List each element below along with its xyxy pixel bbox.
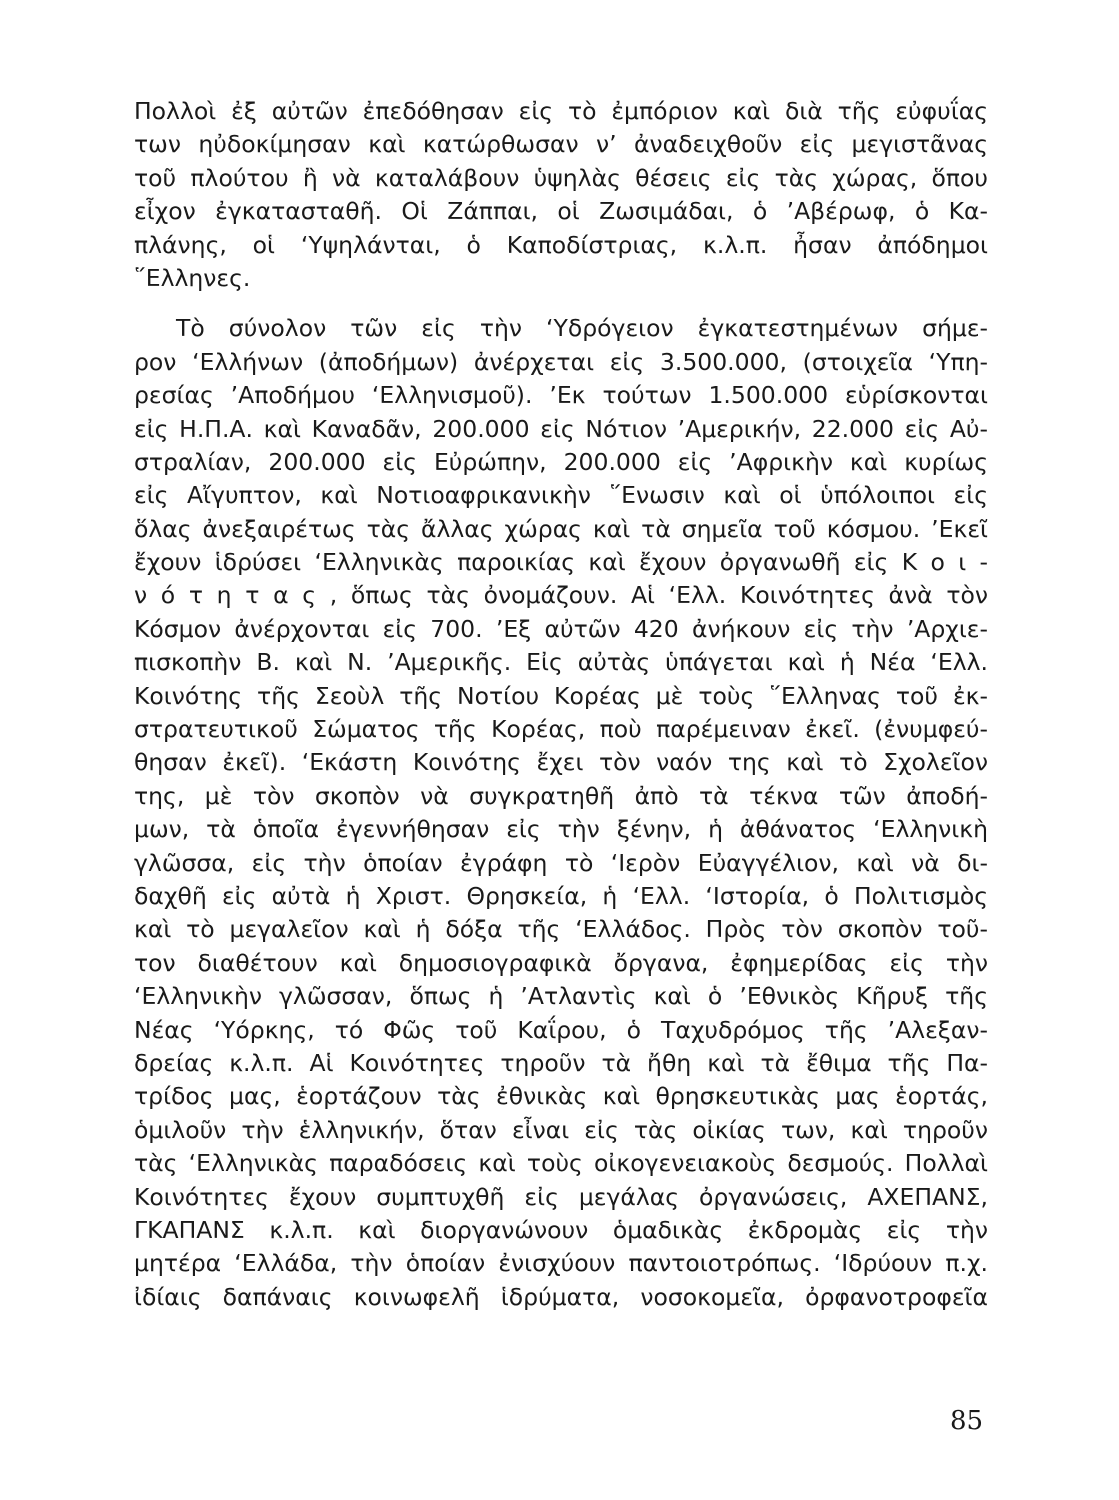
text-line: θησαν ἐκεῖ). ‘Εκάστη Κοινότης ἔχει τὸν ναόν της καὶ τὸ Σχολεῖον	[134, 748, 988, 777]
text-line: πισκοπὴν Β. καὶ Ν. ’Αμερικῆς. Εἰς αὐτὰς ὑπάγεται καὶ ἡ Νέα ‘Ελλ.	[134, 648, 988, 677]
text-line: εἰς Η.Π.Α. καὶ Καναδᾶν, 200.000 εἰς Νότιον ’Αμερικήν, 22.000 εἰς Αὐ-	[134, 414, 988, 443]
text-line: Πολλοὶ ἐξ αὐτῶν ἐπεδόθησαν εἰς τὸ ἐμπόριον καὶ διὰ τῆς εὐφυΐας	[134, 97, 988, 125]
text-line: δρείας κ.λ.π. Αἱ Κοινότητες τηροῦν τὰ ἤθη καὶ τὰ ἔθιμα τῆς Πα-	[134, 1048, 988, 1077]
text-line: καὶ τὸ μεγαλεῖον καὶ ἡ δόξα τῆς ‘Ελλάδος. Πρὸς τὸν σκοπὸν τοῦ-	[134, 915, 988, 944]
page-number: 85	[950, 1406, 984, 1436]
text-line: ρον ‘Ελλήνων (ἀποδήμων) ἀνέρχεται εἰς 3.500.000, (στοιχεῖα ‘Υπη-	[134, 347, 988, 376]
text-line: εἰς Αἴγυπτον, καὶ Νοτιοαφρικανικὴν ῞Ενωσιν καὶ οἱ ὑπόλοιποι εἰς	[134, 481, 988, 510]
text-line: εἶχον ἐγκατασταθῆ. Οἱ Ζάππαι, οἱ Ζωσιμάδαι, ὁ ’Αβέρωφ, ὁ Κα-	[134, 197, 988, 226]
paragraph	[134, 312, 988, 1314]
text-line: Κοινότης τῆς Σεοὺλ τῆς Νοτίου Κορέας μὲ τοὺς ῞Ελληνας τοῦ ἐκ-	[134, 681, 988, 710]
text-line: ἰδίαις δαπάναις κοινωφελῆ ἱδρύματα, νοσοκομεῖα, ὀρφανοτροφεῖα	[134, 1282, 988, 1311]
text-line: ὅλας ἀνεξαιρέτως τὰς ἄλλας χώρας καὶ τὰ σημεῖα τοῦ κόσμου. ’Εκεῖ	[134, 514, 988, 543]
text-line: Νέας ‘Υόρκης, τό Φῶς τοῦ Καΐρου, ὁ Ταχυδρόμος τῆς ’Αλεξαν-	[134, 1015, 988, 1044]
text-line: πλάνης, οἱ ‘Υψηλάνται, ὁ Καποδίστριας, κ.λ.π. ἦσαν ἀπόδημοι	[134, 230, 988, 259]
text-line: της, μὲ τὸν σκοπὸν νὰ συγκρατηθῆ ἀπὸ τὰ τέκνα τῶν ἀποδή-	[134, 781, 988, 810]
text-line: Κόσμον ἀνέρχονται εἰς 700. ’Εξ αὐτῶν 420 ἀνήκουν εἰς τὴν ’Αρχιε-	[134, 614, 988, 643]
text-line: Τὸ σύνολον τῶν εἰς τὴν ‘Υδρόγειον ἐγκατεστημένων σήμε-	[176, 314, 988, 343]
paragraph-gap	[134, 295, 988, 312]
text-line: τον διαθέτουν καὶ δημοσιογραφικὰ ὄργανα, ἐφημερίδας εἰς τὴν	[134, 948, 988, 977]
page-body	[134, 95, 988, 1314]
text-line: ΓΚΑΠΑΝΣ κ.λ.π. καὶ διοργανώνουν ὁμαδικὰς ἐκδρομὰς εἰς τὴν	[134, 1215, 988, 1244]
text-line: τοῦ πλούτου ἢ νὰ καταλάβουν ὑψηλὰς θέσεις εἰς τὰς χώρας, ὅπου	[134, 163, 988, 192]
text-line: Κοινότητες ἔχουν συμπτυχθῆ εἰς μεγάλας ὀργανώσεις, ΑΧΕΠΑΝΣ,	[134, 1182, 988, 1211]
text-line: τὰς ‘Ελληνικὰς παραδόσεις καὶ τοὺς οἰκογενειακοὺς δεσμούς. Πολλαὶ	[134, 1149, 988, 1178]
text-line: στρατευτικοῦ Σώματος τῆς Κορέας, ποὺ παρέμειναν ἐκεῖ. (ἐνυμφεύ-	[134, 715, 988, 744]
text-line: δαχθῆ εἰς αὐτὰ ἡ Χριστ. Θρησκεία, ἡ ‘Ελλ. ‘Ιστορία, ὁ Πολιτισμὸς	[134, 881, 988, 910]
text-line: τρίδος μας, ἑορτάζουν τὰς ἐθνικὰς καὶ θρησκευτικὰς μας ἑορτάς,	[134, 1082, 988, 1111]
text-line: ὁμιλοῦν τὴν ἑλληνικήν, ὅταν εἶναι εἰς τὰς οἰκίας των, καὶ τηροῦν	[134, 1115, 988, 1144]
paragraph	[134, 95, 988, 295]
text-line: ῞Ελληνες.	[134, 263, 251, 292]
text-line: ἔχουν ἱδρύσει ‘Ελληνικὰς παροικίας καὶ ἔχουν ὀργανωθῆ εἰς Κ ο ι -	[134, 548, 988, 577]
text-line: γλῶσσα, εἰς τὴν ὁποίαν ἐγράφη τὸ ‘Ιερὸν Εὐαγγέλιον, καὶ νὰ δι-	[134, 848, 988, 877]
text-line: των ηὐδοκίμησαν καὶ κατώρθωσαν ν’ ἀναδειχθοῦν εἰς μεγιστᾶνας	[134, 130, 988, 159]
text-line: μητέρα ‘Ελλάδα, τὴν ὁποίαν ἐνισχύουν παντοιοτρόπως. ‘Ιδρύουν π.χ.	[134, 1249, 988, 1278]
text-line: ν ό τ η τ α ς , ὅπως τὰς ὀνομάζουν. Αἱ ‘Ελλ. Κοινότητες ἀνὰ τὸν	[134, 581, 988, 610]
text-line: ρεσίας ’Αποδήμου ‘Ελληνισμοῦ). ’Εκ τούτων 1.500.000 εὑρίσκονται	[134, 381, 988, 410]
text-line: ‘Ελληνικὴν γλῶσσαν, ὅπως ἡ ’Ατλαντὶς καὶ ὁ ’Εθνικὸς Κῆρυξ τῆς	[134, 982, 988, 1011]
text-line: στραλίαν, 200.000 εἰς Εὐρώπην, 200.000 εἰς ’Αφρικὴν καὶ κυρίως	[134, 447, 988, 476]
text-line: μων, τὰ ὁποῖα ἐγεννήθησαν εἰς τὴν ξένην, ἡ ἀθάνατος ‘Ελληνικὴ	[134, 815, 988, 844]
